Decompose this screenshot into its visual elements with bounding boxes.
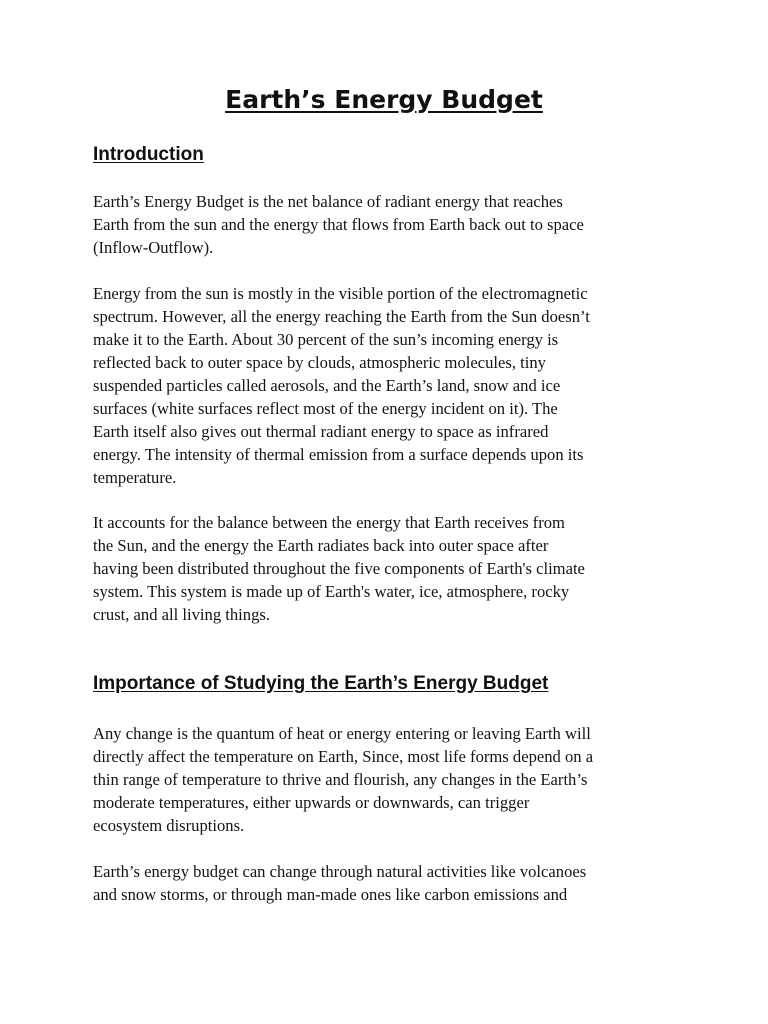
text-line: the Sun, and the energy the Earth radiates back into outer space after — [93, 536, 549, 555]
text-line: system. This system is made up of Earth's water, ice, atmosphere, rocky — [93, 582, 570, 601]
text-line: moderate temperatures, either upwards or downwards, can trigger — [93, 793, 530, 812]
text-line: Energy from the sun is mostly in the visible portion of the electromagnetic — [93, 284, 588, 303]
text-line: It accounts for the balance between the energy that Earth receives from — [93, 513, 565, 532]
text-line: temperature. — [93, 468, 177, 487]
text-line: (Inflow-Outflow). — [93, 238, 214, 257]
text-line: reflected back to outer space by clouds, atmospheric molecules, tiny — [93, 353, 546, 372]
text-line: Earth’s energy budget can change through natural activities like volcanoes — [93, 862, 587, 881]
text-line: thin range of temperature to thrive and flourish, any changes in the Earth’s — [93, 770, 588, 789]
text-line: Any change is the quantum of heat or energy entering or leaving Earth will — [93, 724, 591, 743]
text-line: ecosystem disruptions. — [93, 816, 245, 835]
text-line: directly affect the temperature on Earth, Since, most life forms depend on a — [93, 747, 594, 766]
text-line: and snow storms, or through man-made ones like carbon emissions and — [93, 885, 568, 904]
text-line: spectrum. However, all the energy reaching the Earth from the Sun doesn’t — [93, 307, 590, 326]
paragraph-intro-definition — [93, 190, 683, 259]
text-line: Earth from the sun and the energy that flows from Earth back out to space — [93, 215, 584, 234]
text-line: having been distributed throughout the five components of Earth's climate — [93, 559, 585, 578]
text-line: surfaces (white surfaces reflect most of the energy incident on it). The — [93, 399, 558, 418]
paragraph-intro-balance — [93, 511, 683, 626]
text-line: suspended particles called aerosols, and the Earth’s land, snow and ice — [93, 376, 561, 395]
paragraph-intro-sun-energy — [93, 282, 683, 489]
paragraph-importance-temperature — [93, 722, 683, 837]
paragraph-importance-causes — [93, 860, 683, 906]
text-line: Earth’s Energy Budget is the net balance of radiant energy that reaches — [93, 192, 563, 211]
text-line: Earth itself also gives out thermal radiant energy to space as infrared — [93, 422, 549, 441]
text-line: make it to the Earth. About 30 percent of the sun’s incoming energy is — [93, 330, 559, 349]
section-heading-importance: Importance of Studying the Earth’s Energy Budget — [93, 673, 549, 694]
document-title: Earth’s Energy Budget — [225, 85, 543, 114]
text-line: crust, and all living things. — [93, 605, 270, 624]
section-heading-introduction: Introduction — [93, 144, 204, 165]
text-line: energy. The intensity of thermal emission from a surface depends upon its — [93, 445, 584, 464]
